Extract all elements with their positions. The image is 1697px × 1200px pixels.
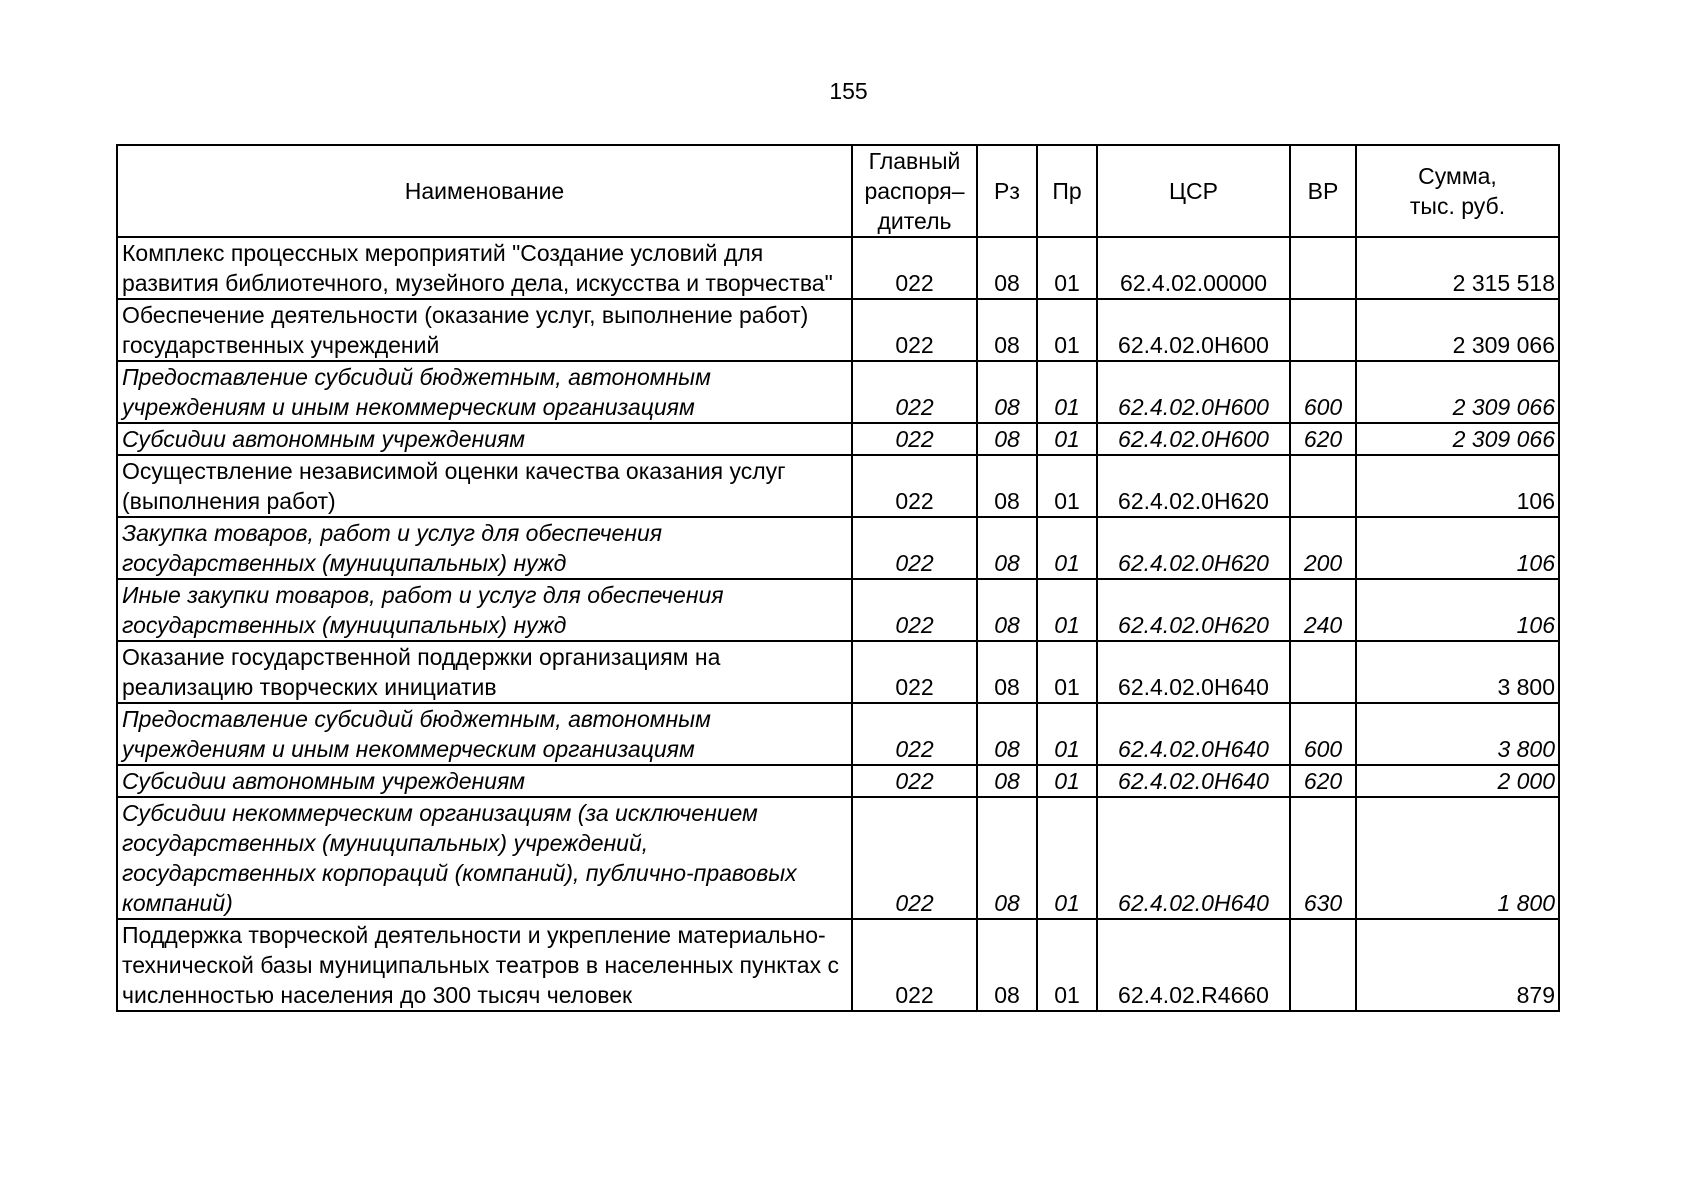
table-row xyxy=(117,919,1559,1011)
page-number: 155 xyxy=(829,78,868,104)
header-sum-line-1: Сумма, xyxy=(1418,163,1497,189)
cell-chief-manager: 022 xyxy=(852,579,977,641)
cell-sum: 106 xyxy=(1356,517,1559,579)
header-sum xyxy=(1356,145,1559,237)
cell-chief-manager: 022 xyxy=(852,765,977,797)
cell-chief-manager: 022 xyxy=(852,517,977,579)
table-header-row xyxy=(117,145,1559,237)
cell-name: Предоставление субсидий бюджетным, автономным учреждениям и иным некоммерческим организациям xyxy=(117,361,852,423)
cell-name: Обеспечение деятельности (оказание услуг, выполнение работ) государственных учреждений xyxy=(117,299,852,361)
cell-rz: 08 xyxy=(977,517,1037,579)
header-vr: ВР xyxy=(1290,145,1356,237)
cell-csr: 62.4.02.0Н620 xyxy=(1097,579,1290,641)
cell-pr: 01 xyxy=(1037,517,1097,579)
table-row xyxy=(117,517,1559,579)
cell-sum: 2 309 066 xyxy=(1356,423,1559,455)
budget-table xyxy=(116,144,1560,1012)
cell-vr: 630 xyxy=(1290,797,1356,919)
cell-name: Закупка товаров, работ и услуг для обеспечения государственных (муниципальных) нужд xyxy=(117,517,852,579)
header-sum-line-2: тыс. руб. xyxy=(1409,193,1506,219)
cell-pr: 01 xyxy=(1037,299,1097,361)
cell-rz: 08 xyxy=(977,423,1037,455)
header-pr: Пр xyxy=(1037,145,1097,237)
cell-name: Субсидии автономным учреждениям xyxy=(117,765,852,797)
cell-sum: 3 800 xyxy=(1356,703,1559,765)
cell-name: Иные закупки товаров, работ и услуг для обеспечения государственных (муниципальных) нужд xyxy=(117,579,852,641)
cell-sum: 2 000 xyxy=(1356,765,1559,797)
table-row xyxy=(117,423,1559,455)
header-chief-manager xyxy=(852,145,977,237)
cell-csr: 62.4.02.R4660 xyxy=(1097,919,1290,1011)
cell-csr: 62.4.02.0Н640 xyxy=(1097,641,1290,703)
table-row xyxy=(117,455,1559,517)
table-row xyxy=(117,237,1559,299)
cell-rz: 08 xyxy=(977,797,1037,919)
cell-name: Оказание государственной поддержки организациям на реализацию творческих инициатив xyxy=(117,641,852,703)
cell-rz: 08 xyxy=(977,361,1037,423)
cell-sum: 879 xyxy=(1356,919,1559,1011)
cell-sum: 1 800 xyxy=(1356,797,1559,919)
cell-csr: 62.4.02.0Н640 xyxy=(1097,797,1290,919)
cell-vr: 600 xyxy=(1290,703,1356,765)
cell-csr: 62.4.02.0Н640 xyxy=(1097,765,1290,797)
table-row xyxy=(117,797,1559,919)
cell-chief-manager: 022 xyxy=(852,455,977,517)
table-row xyxy=(117,579,1559,641)
cell-pr: 01 xyxy=(1037,455,1097,517)
cell-sum: 106 xyxy=(1356,455,1559,517)
cell-vr xyxy=(1290,641,1356,703)
table-row xyxy=(117,765,1559,797)
header-chief-manager-line-3: дитель xyxy=(877,208,952,234)
cell-csr: 62.4.02.0Н600 xyxy=(1097,423,1290,455)
table-row xyxy=(117,703,1559,765)
cell-csr: 62.4.02.0Н620 xyxy=(1097,517,1290,579)
cell-pr: 01 xyxy=(1037,919,1097,1011)
cell-rz: 08 xyxy=(977,641,1037,703)
cell-pr: 01 xyxy=(1037,423,1097,455)
cell-chief-manager: 022 xyxy=(852,919,977,1011)
cell-rz: 08 xyxy=(977,919,1037,1011)
cell-pr: 01 xyxy=(1037,641,1097,703)
cell-rz: 08 xyxy=(977,579,1037,641)
table-row xyxy=(117,361,1559,423)
cell-vr xyxy=(1290,919,1356,1011)
cell-csr: 62.4.02.0Н600 xyxy=(1097,361,1290,423)
cell-csr: 62.4.02.0Н600 xyxy=(1097,299,1290,361)
cell-vr xyxy=(1290,299,1356,361)
cell-csr: 62.4.02.00000 xyxy=(1097,237,1290,299)
cell-rz: 08 xyxy=(977,299,1037,361)
cell-chief-manager: 022 xyxy=(852,703,977,765)
cell-vr xyxy=(1290,455,1356,517)
cell-vr: 240 xyxy=(1290,579,1356,641)
cell-rz: 08 xyxy=(977,703,1037,765)
cell-name: Поддержка творческой деятельности и укрепление материально-технической базы муниципальных театров в населенных пунктах с численностью населения до 300 тысяч человек xyxy=(117,919,852,1011)
cell-sum: 2 309 066 xyxy=(1356,361,1559,423)
header-chief-manager-line-1: Главный xyxy=(868,148,961,174)
cell-pr: 01 xyxy=(1037,237,1097,299)
cell-chief-manager: 022 xyxy=(852,361,977,423)
cell-pr: 01 xyxy=(1037,579,1097,641)
cell-pr: 01 xyxy=(1037,703,1097,765)
cell-csr: 62.4.02.0Н620 xyxy=(1097,455,1290,517)
cell-vr: 620 xyxy=(1290,423,1356,455)
cell-sum: 2 315 518 xyxy=(1356,237,1559,299)
cell-sum: 3 800 xyxy=(1356,641,1559,703)
cell-vr: 620 xyxy=(1290,765,1356,797)
cell-pr: 01 xyxy=(1037,361,1097,423)
cell-vr: 600 xyxy=(1290,361,1356,423)
cell-rz: 08 xyxy=(977,765,1037,797)
cell-sum: 106 xyxy=(1356,579,1559,641)
cell-chief-manager: 022 xyxy=(852,797,977,919)
cell-name: Субсидии автономным учреждениям xyxy=(117,423,852,455)
cell-name: Осуществление независимой оценки качества оказания услуг (выполнения работ) xyxy=(117,455,852,517)
header-name: Наименование xyxy=(117,145,852,237)
cell-name: Комплекс процессных мероприятий "Создание условий для развития библиотечного, музейного дела, искусства и творчества" xyxy=(117,237,852,299)
table-row xyxy=(117,299,1559,361)
table-body xyxy=(117,237,1559,1011)
header-csr: ЦСР xyxy=(1097,145,1290,237)
cell-vr xyxy=(1290,237,1356,299)
header-chief-manager-line-2: распоря– xyxy=(864,178,965,204)
cell-name: Субсидии некоммерческим организациям (за исключением государственных (муниципальных) учреждений, государственных корпораций (компаний), публично-правовых компаний) xyxy=(117,797,852,919)
header-rz: Рз xyxy=(977,145,1037,237)
cell-vr: 200 xyxy=(1290,517,1356,579)
cell-name: Предоставление субсидий бюджетным, автономным учреждениям и иным некоммерческим организациям xyxy=(117,703,852,765)
cell-chief-manager: 022 xyxy=(852,423,977,455)
cell-sum: 2 309 066 xyxy=(1356,299,1559,361)
table-row xyxy=(117,641,1559,703)
cell-pr: 01 xyxy=(1037,765,1097,797)
cell-rz: 08 xyxy=(977,455,1037,517)
cell-rz: 08 xyxy=(977,237,1037,299)
cell-pr: 01 xyxy=(1037,797,1097,919)
cell-csr: 62.4.02.0Н640 xyxy=(1097,703,1290,765)
cell-chief-manager: 022 xyxy=(852,237,977,299)
cell-chief-manager: 022 xyxy=(852,641,977,703)
cell-chief-manager: 022 xyxy=(852,299,977,361)
